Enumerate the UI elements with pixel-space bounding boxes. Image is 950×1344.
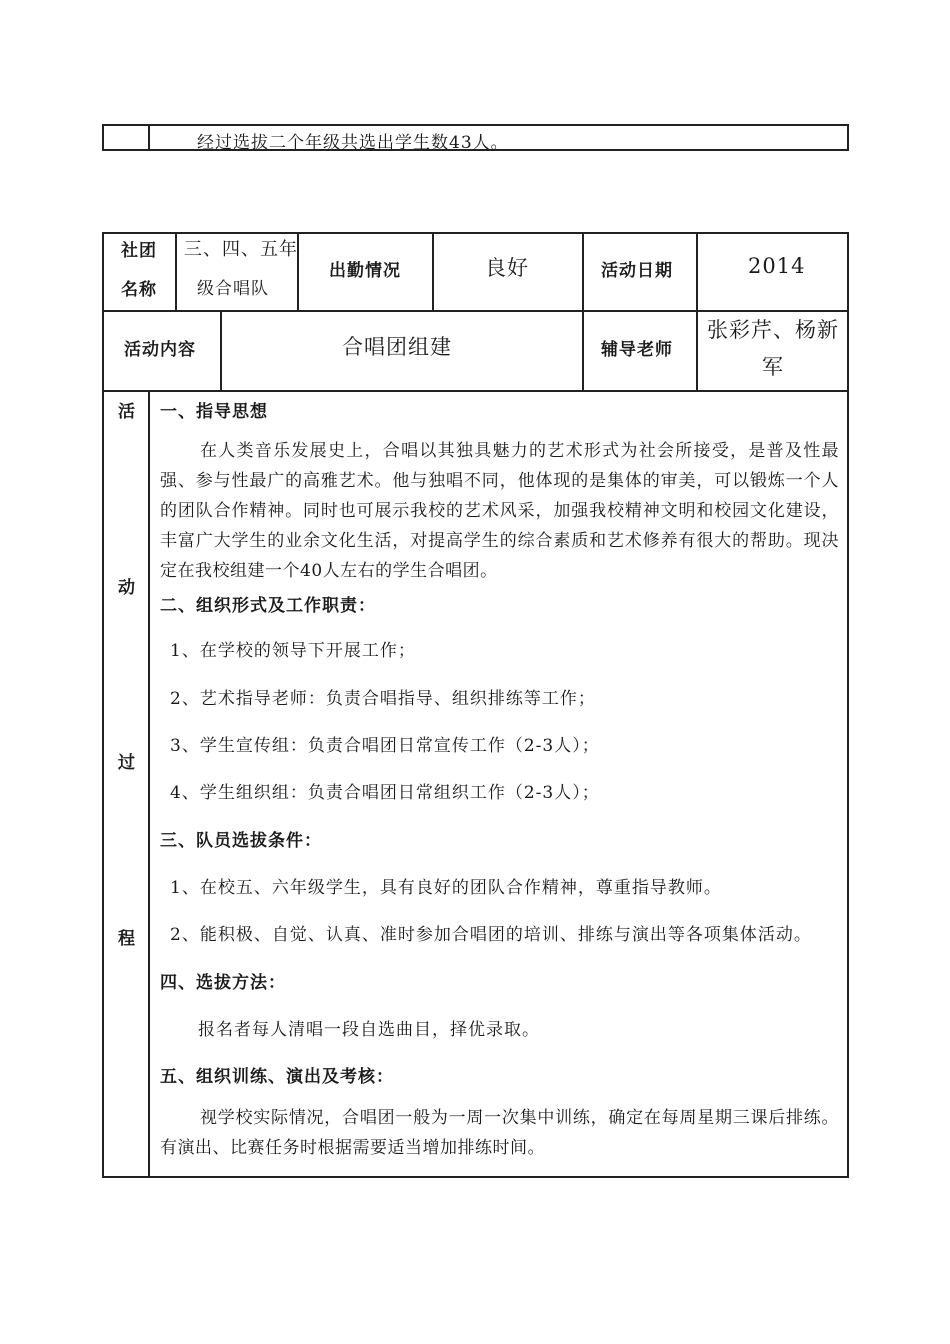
process-label-2: 动 bbox=[118, 578, 136, 598]
content-label: 活动内容 bbox=[124, 340, 196, 360]
teacher-label: 辅导老师 bbox=[601, 340, 673, 360]
attendance-label: 出勤情况 bbox=[329, 261, 401, 281]
process-label-4: 程 bbox=[118, 929, 136, 949]
section-1-paragraph: 在人类音乐发展史上，合唱以其独具魅力的艺术形式为社会所接受，是普及性最强、参与性最广的高雅艺术。他与独唱不同，他体现的是集体的审美，可以锻炼一个人的团队合作精神。同时也可展示我校的艺术风采，加强我校精神文明和校园文化建设，丰富广大学生的业余文化生活，对提高学生的综合素质和艺术修养有很大的帮助。现决定在我校组建一个40人左右的学生合唱团。 bbox=[160, 441, 839, 581]
section-5-title: 五、组织训练、演出及考核： bbox=[160, 1067, 394, 1087]
section-1-title: 一、指导思想 bbox=[160, 402, 268, 422]
date-label: 活动日期 bbox=[601, 261, 673, 281]
section-3-title: 三、队员选拔条件： bbox=[160, 831, 322, 851]
list-item: 2、能积极、自觉、认真、准时参加合唱团的培训、排练与演出等各项集体活动。 bbox=[170, 925, 812, 945]
process-label-3: 过 bbox=[118, 753, 136, 773]
attendance-value: 良好 bbox=[485, 256, 529, 280]
list-item: 4、学生组织组：负责合唱团日常组织工作（2-3人）； bbox=[170, 783, 600, 803]
list-item: 1、在学校的领导下开展工作； bbox=[170, 641, 416, 661]
list-item: 1、在校五、六年级学生，具有良好的团队合作精神，尊重指导教师。 bbox=[170, 878, 722, 898]
club-name-line1: 三、四、五年 bbox=[184, 239, 298, 260]
section-5-paragraph: 视学校实际情况，合唱团一般为一周一次集中训练，确定在每周星期三课后排练。有演出、比赛任务时根据需要适当增加排练时间。 bbox=[160, 1108, 839, 1158]
process-label-1: 活 bbox=[118, 402, 136, 422]
club-name-line2: 级合唱队 bbox=[197, 279, 269, 299]
list-item: 2、艺术指导老师：负责合唱指导、组织排练等工作； bbox=[170, 689, 596, 709]
section-4-title: 四、选拔方法： bbox=[160, 973, 286, 993]
section-4-text: 报名者每人清唱一段自选曲目，择优录取。 bbox=[198, 1020, 540, 1040]
content-value: 合唱团组建 bbox=[342, 335, 452, 359]
club-label-line1: 社团 bbox=[121, 241, 157, 261]
selection-summary: 经过选拔二个年级共选出学生数43人。 bbox=[197, 133, 509, 153]
teacher-line1: 张彩芹、杨新 bbox=[707, 318, 839, 342]
club-label-line2: 名称 bbox=[121, 280, 157, 300]
teacher-line2: 军 bbox=[762, 355, 784, 379]
list-item: 3、学生宣传组：负责合唱团日常宣传工作（2-3人）； bbox=[170, 736, 600, 756]
section-2-title: 二、组织形式及工作职责： bbox=[160, 596, 376, 616]
date-value: 2014 bbox=[748, 254, 806, 278]
